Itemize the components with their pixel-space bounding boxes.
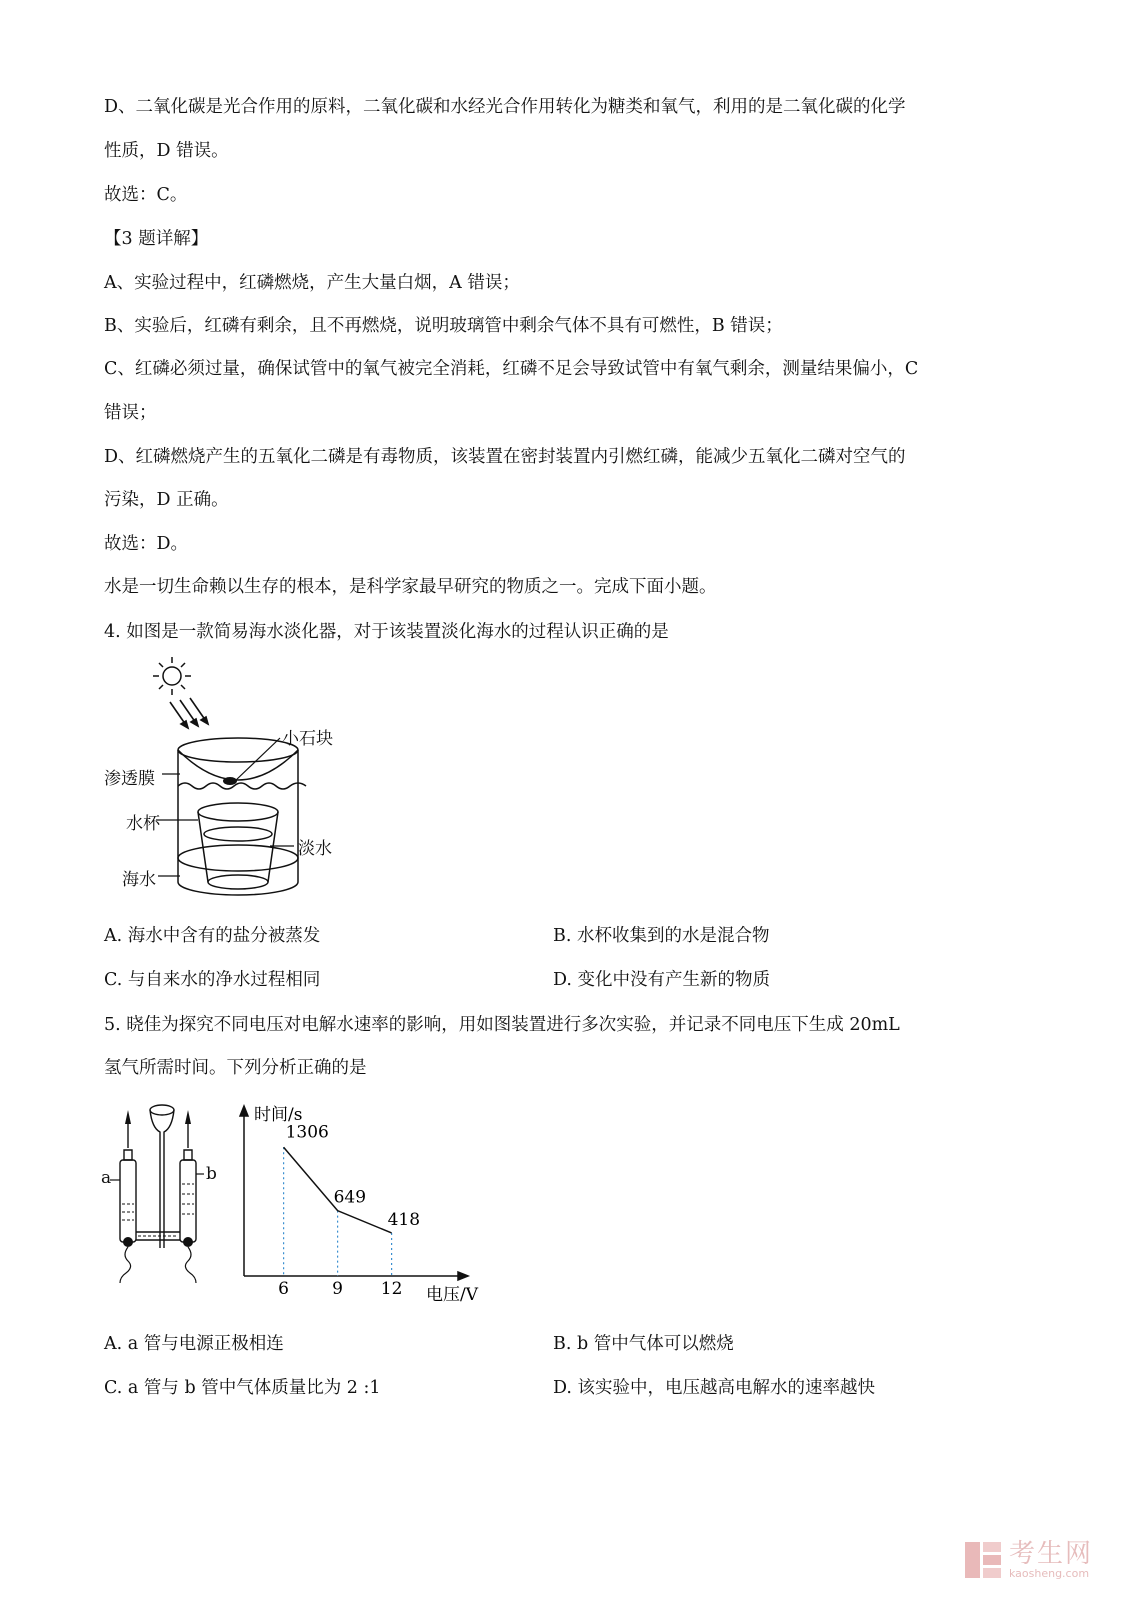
label-sea-water: 海水: [122, 870, 156, 890]
q4-option-c[interactable]: C. 与自来水的净水过程相同: [104, 970, 321, 990]
tube-a-label: a: [101, 1168, 112, 1188]
label-cup: 水杯: [126, 814, 160, 834]
tube-b-label: b: [206, 1164, 217, 1184]
text-line: 故选：D。: [104, 534, 189, 554]
x-axis-label: 电压/V: [426, 1285, 479, 1305]
q5-option-d[interactable]: D. 该实验中，电压越高电解水的速率越快: [553, 1378, 876, 1398]
watermark-logo-icon: [963, 1540, 1003, 1580]
x-tick-label: 6: [278, 1279, 290, 1299]
label-stone: 小石块: [282, 729, 333, 749]
label-membrane: 渗透膜: [104, 769, 155, 789]
text-line: D、红磷燃烧产生的五氧化二磷是有毒物质，该装置在密封装置内引燃红磷，能减少五氧化二磷对空气的: [104, 447, 906, 467]
text-line: C、红磷必须过量，确保试管中的氧气被完全消耗，红磷不足会导致试管中有氧气剩余，测量结果偏小，C: [104, 359, 919, 379]
section-heading: 【3 题详解】: [104, 229, 209, 249]
q4-option-b[interactable]: B. 水杯收集到的水是混合物: [553, 926, 770, 946]
text-line: A、实验过程中，红磷燃烧，产生大量白烟，A 错误；: [104, 273, 520, 293]
label-fresh-water: 淡水: [298, 839, 332, 859]
data-label: 649: [333, 1187, 367, 1208]
cylinder-container: [178, 738, 306, 895]
text-line: D、二氧化碳是光合作用的原料，二氧化碳和水经光合作用转化为糖类和氧气，利用的是二氧化碳的化学: [104, 97, 906, 117]
q4-option-a[interactable]: A. 海水中含有的盐分被蒸发: [104, 926, 321, 946]
stone-icon: [223, 777, 237, 785]
q4-option-d[interactable]: D. 变化中没有产生新的物质: [553, 970, 771, 990]
x-tick-label: 9: [332, 1279, 344, 1299]
text-line: 污染，D 正确。: [104, 490, 229, 510]
watermark-text: 考生网: [1008, 1539, 1093, 1569]
q5-option-b[interactable]: B. b 管中气体可以燃烧: [553, 1334, 734, 1354]
watermark-url: kaosheng.com: [1008, 1567, 1090, 1580]
q5-option-c[interactable]: C. a 管与 b 管中气体质量比为 2 :1: [104, 1378, 381, 1398]
electrolysis-apparatus: [96, 1100, 226, 1290]
question-5-stem: 5. 晓佳为探究不同电压对电解水速率的影响，用如图装置进行多次实验，并记录不同电压下生成 20mL: [104, 1015, 900, 1035]
question-4-stem: 4. 如图是一款简易海水淡化器，对于该装置淡化海水的过程认识正确的是: [104, 622, 669, 642]
watermark: [963, 1540, 1093, 1580]
data-label: 1306: [285, 1122, 329, 1143]
text-line: 错误；: [104, 403, 157, 423]
text-line: 水是一切生命赖以生存的根本，是科学家最早研究的物质之一。完成下面小题。: [104, 577, 717, 597]
text-line: 性质，D 错误。: [104, 141, 229, 161]
text-line: 故选：C。: [104, 185, 188, 205]
y-axis-label: 时间/s: [254, 1105, 303, 1125]
text-line: B、实验后，红磷有剩余，且不再燃烧，说明玻璃管中剩余气体不具有可燃性，B 错误；: [104, 316, 783, 336]
text-line: 氢气所需时间。下列分析正确的是: [104, 1058, 367, 1078]
sun-icon: [153, 657, 191, 695]
voltage-time-chart: [230, 1100, 510, 1310]
q5-option-a[interactable]: A. a 管与电源正极相连: [104, 1334, 284, 1354]
data-label: 418: [387, 1209, 421, 1230]
x-tick-label: 12: [380, 1279, 403, 1299]
sun-rays: [170, 698, 208, 728]
